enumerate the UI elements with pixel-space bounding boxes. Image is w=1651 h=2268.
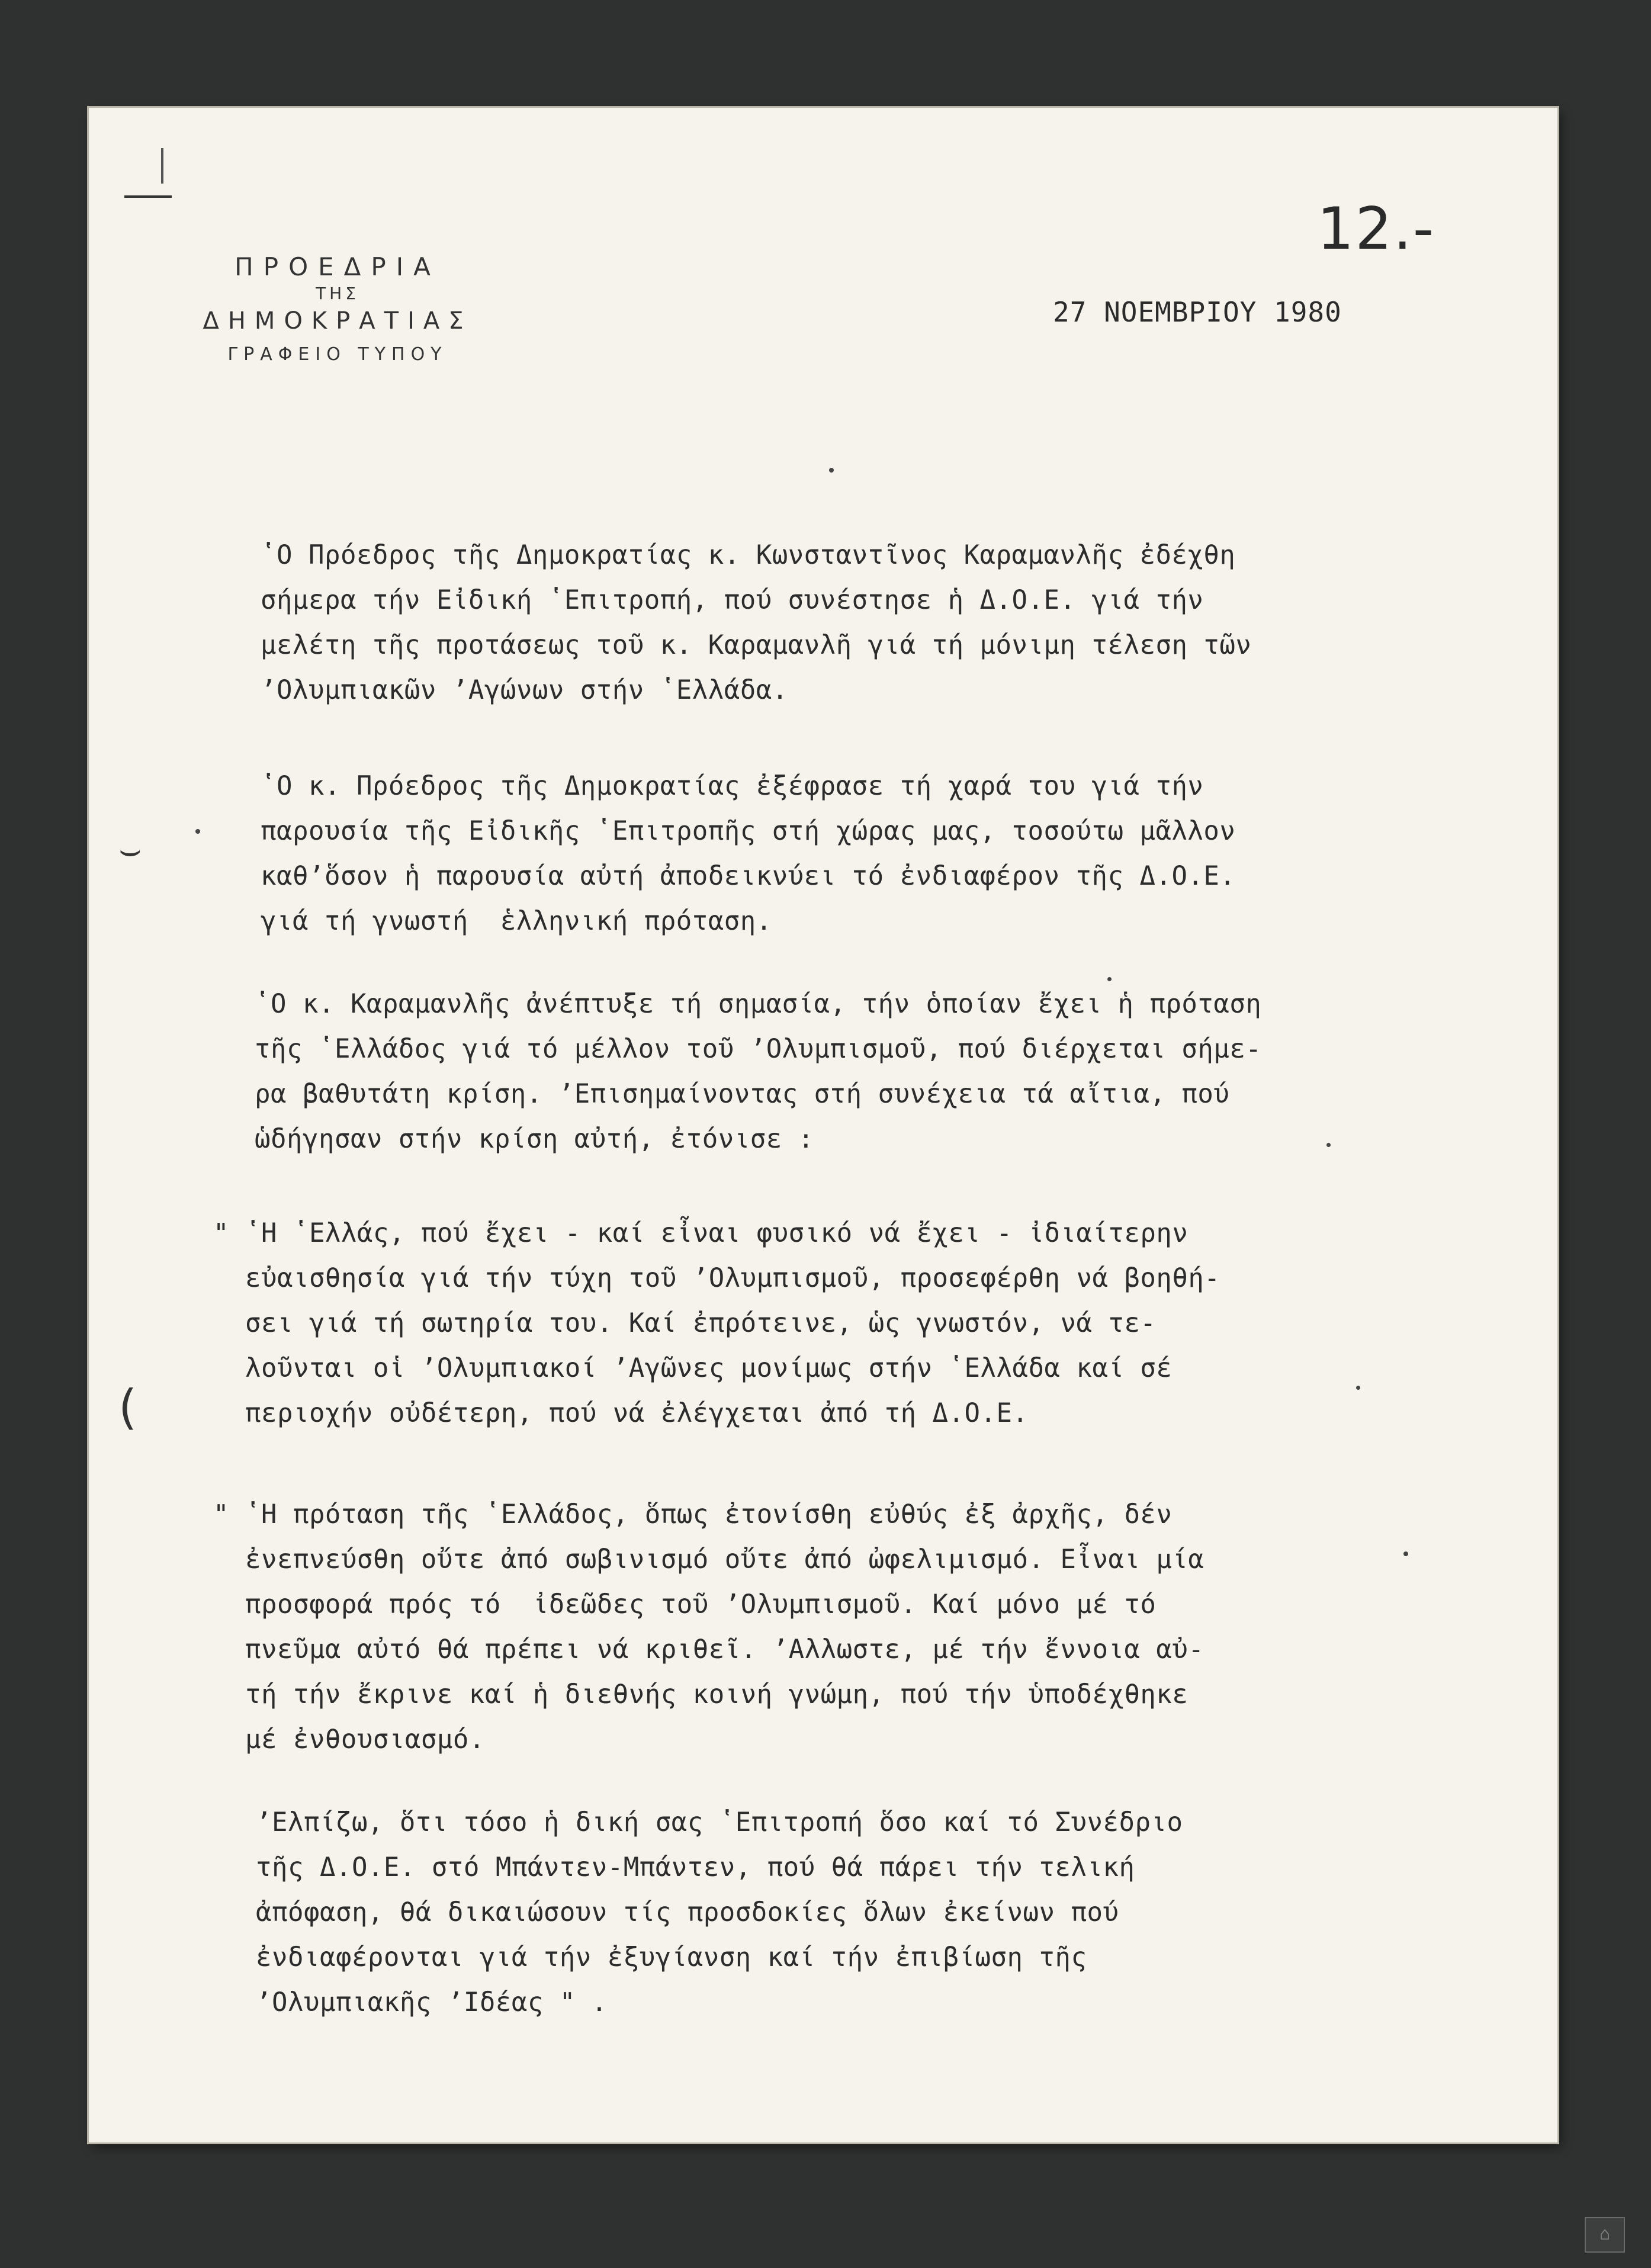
paragraph-line: " ʽΗ ʽΕλλάς, πού ἔχει - καί εἶναι φυσικό νά ἔχει - ἰδιαίτερην	[213, 1218, 1189, 1248]
paper-speck	[1356, 1386, 1360, 1390]
paragraph-line: ρα βαθυτάτη κρίση. ʼΕπισημαίνοντας στή συνέχεια τά αἴτια, πού	[255, 1079, 1230, 1109]
hole-punch-mark: ⌣	[118, 829, 142, 870]
letterhead	[148, 252, 527, 365]
paragraph-line: πνεῦμα αὐτό θά πρέπει νά κριθεῖ. ʼΑλλωστε, μέ τήν ἔννοια αὐ-	[213, 1634, 1204, 1665]
paragraph-line: τῆς Δ.Ο.Ε. στό Μπάντεν-Μπάντεν, πού θά πάρει τήν τελική	[256, 1852, 1135, 1882]
letterhead-line-3: ΔΗΜΟΚΡΑΤΙΑΣ	[203, 307, 473, 335]
paragraph-line: σήμερα τήν Εἰδική ʽΕπιτροπή, πού συνέστησε ἡ Δ.Ο.Ε. γιά τήν	[261, 585, 1204, 615]
paragraph-line: λοῦνται οἱ ʼΟλυμπιακοί ʼΑγῶνες μονίμως στήν ʽΕλλάδα καί σέ	[213, 1353, 1173, 1383]
paper-speck	[195, 829, 200, 834]
paragraph-line: εὐαισθησία γιά τήν τύχη τοῦ ʼΟλυμπισμοῦ, προσεφέρθη νά βοηθή-	[213, 1263, 1220, 1293]
quote-paragraph-2	[213, 1492, 1204, 1762]
paragraph-line: ʼΕλπίζω, ὅτι τόσο ἡ δική σας ʽΕπιτροπή ὅσο καί τό Συνέδριο	[256, 1807, 1183, 1837]
paragraph-line: ἐνδιαφέρονται γιά τήν ἐξυγίανση καί τήν ἐπιβίωση τῆς	[256, 1942, 1087, 1973]
archive-emblem-icon: ⌂	[1585, 2217, 1625, 2253]
letterhead-line-2: ΤΗΣ	[316, 284, 359, 303]
paper-speck	[1107, 977, 1112, 981]
paragraph-line: καθʼὅσον ἡ παρουσία αὐτή ἀποδεικνύει τό ἐνδιαφέρον τῆς Δ.Ο.Ε.	[261, 861, 1236, 891]
letterhead-line-1: ΠΡΟΕΔΡΙΑ	[235, 252, 441, 281]
paragraph-line: γιά τή γνωστή ἑλληνική πρόταση.	[261, 906, 772, 936]
paragraph-line: τή τήν ἔκρινε καί ἡ διεθνής κοινή γνώμη, πού τήν ὑποδέχθηκε	[213, 1679, 1189, 1710]
paragraph-line: ʼΟλυμπιακῶν ʼΑγώνων στήν ʽΕλλάδα.	[261, 675, 788, 705]
paper-speck	[1403, 1551, 1408, 1556]
paragraph-line: ὡδήγησαν στήν κρίση αὐτή, ἐτόνισε :	[255, 1124, 814, 1154]
paragraph-line: ʽΟ κ. Πρόεδρος τῆς Δημοκρατίας ἐξέφρασε τή χαρά του γιά τήν	[261, 771, 1204, 801]
paragraph-line: παρουσία τῆς Εἰδικῆς ʽΕπιτροπῆς στή χώρας μας, τοσούτω μᾶλλον	[261, 816, 1236, 846]
paragraph-line: μέ ἐνθουσιασμό.	[213, 1724, 485, 1755]
document-date: 27 ΝΟΕΜΒΡΙΟΥ 1980	[1053, 296, 1342, 328]
margin-tick-mark	[161, 148, 163, 184]
paragraph-line: ʽΟ κ. Καραμανλῆς ἀνέπτυξε τή σημασία, τήν ὁποίαν ἔχει ἡ πρόταση	[255, 989, 1262, 1019]
quote-paragraph-1	[213, 1211, 1220, 1436]
paragraph-line: μελέτη τῆς προτάσεως τοῦ κ. Καραμανλῆ γιά τή μόνιμη τέλεση τῶν	[261, 630, 1252, 660]
paragraph-line: " ʽΗ πρόταση τῆς ʽΕλλάδος, ὅπως ἐτονίσθη εὐθύς ἐξ ἀρχῆς, δέν	[213, 1499, 1173, 1530]
paragraph-line: ἐνεπνεύσθη οὔτε ἀπό σωβινισμό οὔτε ἀπό ὠφελιμισμό. Εἶναι μία	[213, 1544, 1204, 1575]
hole-punch-mark-2: (	[118, 1380, 137, 1435]
page-number: 12.-	[1317, 195, 1435, 263]
paper-speck	[1326, 1143, 1331, 1147]
paragraph-line: ἀπόφαση, θά δικαιώσουν τίς προσδοκίες ὅλων ἐκείνων πού	[256, 1897, 1119, 1928]
paragraph-line: περιοχήν οὐδέτερη, πού νά ἐλέγχεται ἀπό τή Δ.Ο.Ε.	[213, 1398, 1029, 1428]
paragraph-2	[261, 764, 1235, 944]
paragraph-line: ʼΟλυμπιακῆς ʼΙδέας " .	[256, 1987, 608, 2018]
paragraph-line: τῆς ʽΕλλάδος γιά τό μέλλον τοῦ ʼΟλυμπισμοῦ, πού διέρχεται σήμε-	[255, 1034, 1262, 1064]
paragraph-3	[255, 982, 1261, 1162]
paragraph-line: προσφορά πρός τό ἰδεῶδες τοῦ ʼΟλυμπισμοῦ. Καί μόνο μέ τό	[213, 1589, 1157, 1620]
paper-speck	[829, 468, 834, 473]
paragraph-line: ʽΟ Πρόεδρος τῆς Δημοκρατίας κ. Κωνσταντῖνος Καραμανλῆς ἐδέχθη	[261, 540, 1236, 570]
margin-dash-mark	[124, 195, 172, 198]
letterhead-line-4: ΓΡΑΦΕΙΟ ΤΥΠΟΥ	[227, 344, 448, 365]
paragraph-line: σει γιά τή σωτηρία του. Καί ἐπρότεινε, ὡς γνωστόν, νά τε-	[213, 1308, 1157, 1338]
paragraph-1	[261, 533, 1251, 713]
paragraph-6	[256, 1800, 1183, 2025]
